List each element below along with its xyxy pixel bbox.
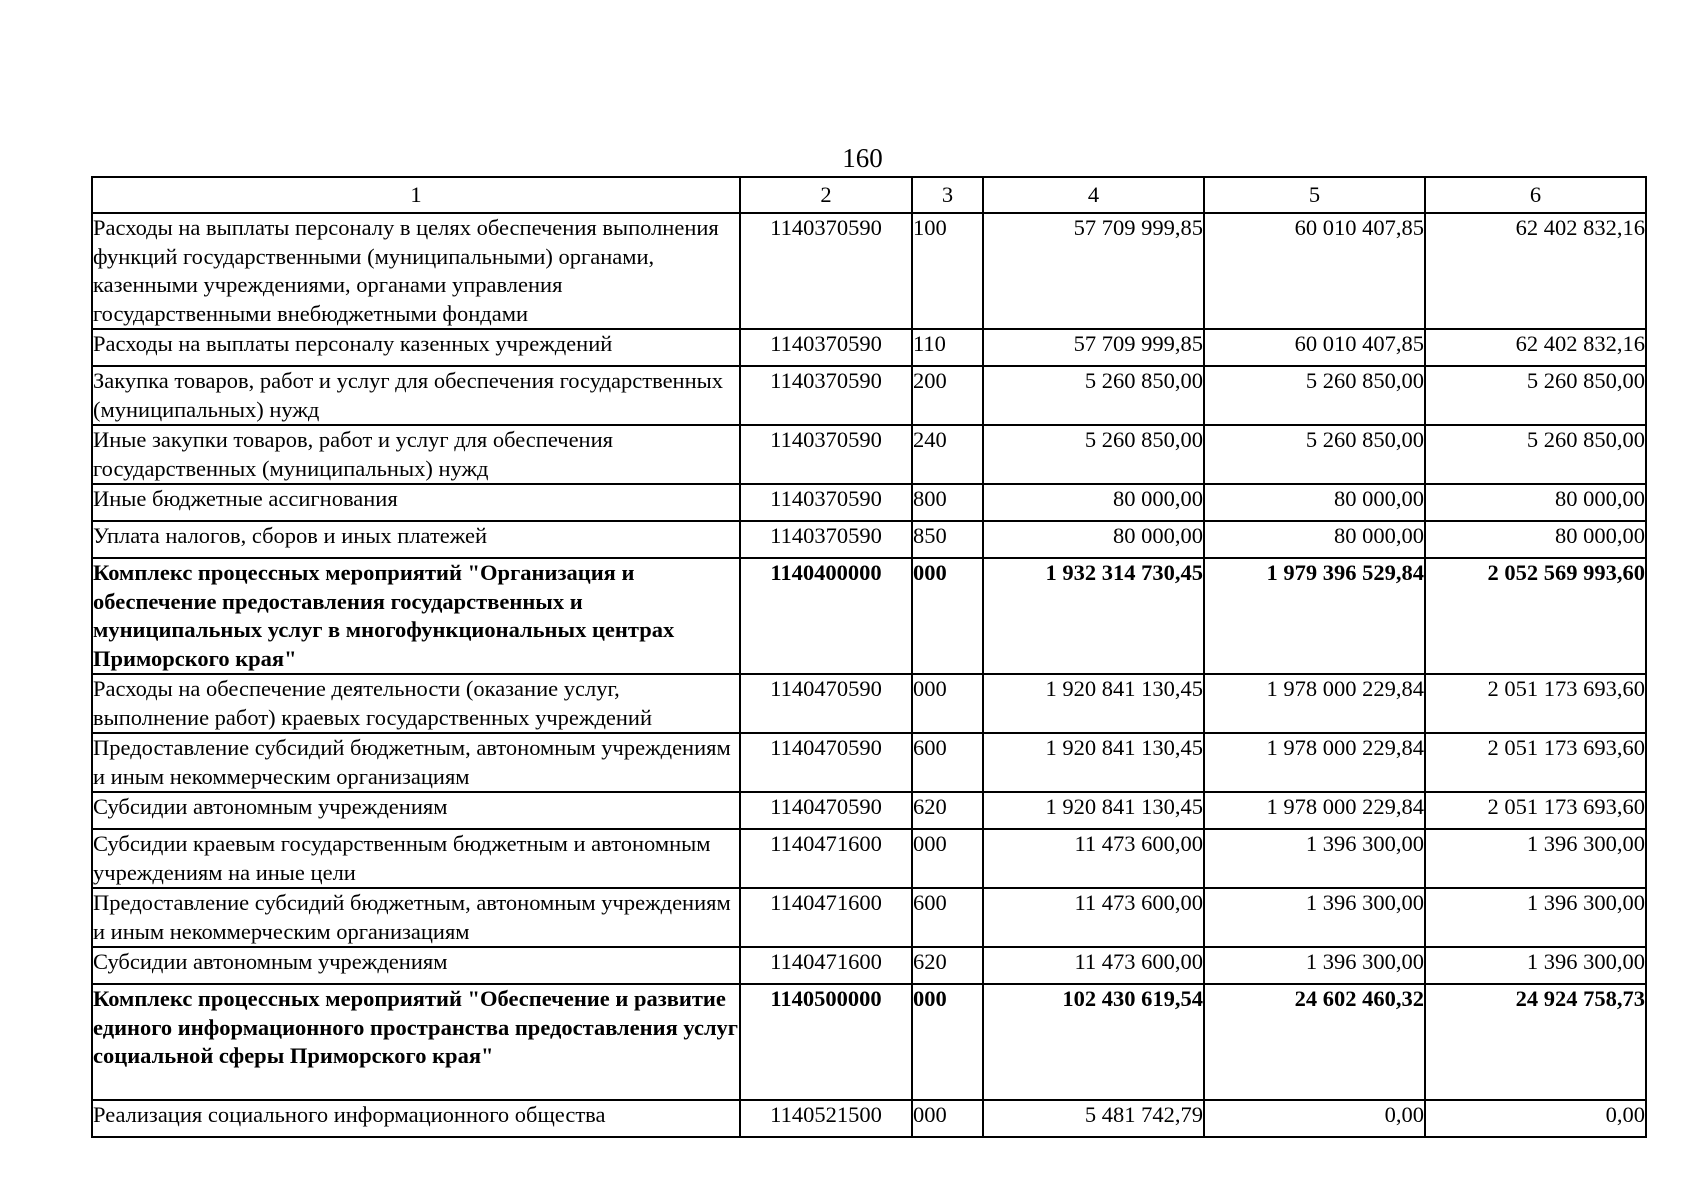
table-row-section bbox=[92, 984, 1646, 1100]
header-cell: 5 bbox=[1204, 177, 1425, 213]
row-value-6: 2 051 173 693,60 bbox=[1425, 733, 1646, 792]
row-type: 000 bbox=[912, 829, 983, 888]
row-type: 110 bbox=[912, 329, 983, 366]
row-value-6: 62 402 832,16 bbox=[1425, 329, 1646, 366]
row-code: 1140370590 bbox=[740, 366, 912, 425]
table-row bbox=[92, 213, 1646, 329]
row-type: 600 bbox=[912, 733, 983, 792]
row-value-4: 102 430 619,54 bbox=[983, 984, 1204, 1100]
row-value-6: 0,00 bbox=[1425, 1100, 1646, 1137]
row-name: Расходы на обеспечение деятельности (оказание услуг, выполнение работ) краевых государственных учреждений bbox=[92, 674, 740, 733]
row-value-6: 5 260 850,00 bbox=[1425, 425, 1646, 484]
table-row bbox=[92, 366, 1646, 425]
row-code: 1140500000 bbox=[740, 984, 912, 1100]
row-name: Иные бюджетные ассигнования bbox=[92, 484, 740, 521]
row-value-4: 1 920 841 130,45 bbox=[983, 792, 1204, 829]
header-cell: 3 bbox=[912, 177, 983, 213]
row-code: 1140400000 bbox=[740, 558, 912, 674]
row-type: 800 bbox=[912, 484, 983, 521]
row-value-5: 60 010 407,85 bbox=[1204, 213, 1425, 329]
row-value-4: 11 473 600,00 bbox=[983, 888, 1204, 947]
row-code: 1140471600 bbox=[740, 829, 912, 888]
table-row bbox=[92, 674, 1646, 733]
row-type: 200 bbox=[912, 366, 983, 425]
row-name: Закупка товаров, работ и услуг для обеспечения государственных (муниципальных) нужд bbox=[92, 366, 740, 425]
table-row bbox=[92, 425, 1646, 484]
row-code: 1140470590 bbox=[740, 733, 912, 792]
row-value-6: 5 260 850,00 bbox=[1425, 366, 1646, 425]
row-type: 850 bbox=[912, 521, 983, 558]
row-code: 1140370590 bbox=[740, 521, 912, 558]
row-value-5: 1 396 300,00 bbox=[1204, 888, 1425, 947]
row-type: 620 bbox=[912, 792, 983, 829]
row-type: 000 bbox=[912, 558, 983, 674]
row-value-4: 5 260 850,00 bbox=[983, 425, 1204, 484]
header-cell: 6 bbox=[1425, 177, 1646, 213]
row-value-5: 1 396 300,00 bbox=[1204, 829, 1425, 888]
row-value-5: 80 000,00 bbox=[1204, 521, 1425, 558]
table-row bbox=[92, 888, 1646, 947]
row-value-5: 1 978 000 229,84 bbox=[1204, 674, 1425, 733]
table-row bbox=[92, 484, 1646, 521]
header-cell: 4 bbox=[983, 177, 1204, 213]
row-value-6: 1 396 300,00 bbox=[1425, 829, 1646, 888]
row-value-4: 1 920 841 130,45 bbox=[983, 674, 1204, 733]
row-code: 1140521500 bbox=[740, 1100, 912, 1137]
table-row-section bbox=[92, 558, 1646, 674]
row-value-4: 80 000,00 bbox=[983, 521, 1204, 558]
row-value-5: 80 000,00 bbox=[1204, 484, 1425, 521]
row-code: 1140470590 bbox=[740, 792, 912, 829]
row-name: Субсидии автономным учреждениям bbox=[92, 947, 740, 984]
header-cell: 1 bbox=[92, 177, 740, 213]
row-code: 1140370590 bbox=[740, 425, 912, 484]
row-value-4: 1 932 314 730,45 bbox=[983, 558, 1204, 674]
table-header-row bbox=[92, 177, 1646, 213]
row-name: Комплекс процессных мероприятий "Организация и обеспечение предоставления государственных и муниципальных услуг в многофункциональных центрах Приморского края" bbox=[92, 558, 740, 674]
row-name: Субсидии автономным учреждениям bbox=[92, 792, 740, 829]
row-value-5: 1 978 000 229,84 bbox=[1204, 733, 1425, 792]
row-value-6: 1 396 300,00 bbox=[1425, 947, 1646, 984]
row-value-6: 80 000,00 bbox=[1425, 521, 1646, 558]
row-value-5: 5 260 850,00 bbox=[1204, 425, 1425, 484]
table-row bbox=[92, 521, 1646, 558]
row-name: Субсидии краевым государственным бюджетным и автономным учреждениям на иные цели bbox=[92, 829, 740, 888]
row-name: Предоставление субсидий бюджетным, автономным учреждениям и иным некоммерческим организациям bbox=[92, 733, 740, 792]
header-cell: 2 bbox=[740, 177, 912, 213]
row-value-4: 80 000,00 bbox=[983, 484, 1204, 521]
row-name: Предоставление субсидий бюджетным, автономным учреждениям и иным некоммерческим организациям bbox=[92, 888, 740, 947]
row-name: Иные закупки товаров, работ и услуг для обеспечения государственных (муниципальных) нужд bbox=[92, 425, 740, 484]
row-code: 1140370590 bbox=[740, 484, 912, 521]
row-value-4: 5 481 742,79 bbox=[983, 1100, 1204, 1137]
row-name: Расходы на выплаты персоналу в целях обеспечения выполнения функций государственными (муниципальными) органами, казенными учреждениями, органами управления государственными внебюджетными фондами bbox=[92, 213, 740, 329]
row-type: 240 bbox=[912, 425, 983, 484]
table-row bbox=[92, 1100, 1646, 1137]
row-value-6: 2 052 569 993,60 bbox=[1425, 558, 1646, 674]
table-row bbox=[92, 947, 1646, 984]
row-name: Расходы на выплаты персоналу казенных учреждений bbox=[92, 329, 740, 366]
row-value-5: 1 978 000 229,84 bbox=[1204, 792, 1425, 829]
row-type: 000 bbox=[912, 674, 983, 733]
table-row bbox=[92, 733, 1646, 792]
row-value-6: 80 000,00 bbox=[1425, 484, 1646, 521]
row-value-4: 57 709 999,85 bbox=[983, 329, 1204, 366]
page-number: 160 bbox=[842, 143, 883, 173]
row-type: 000 bbox=[912, 984, 983, 1100]
row-value-4: 1 920 841 130,45 bbox=[983, 733, 1204, 792]
row-name: Реализация социального информационного общества bbox=[92, 1100, 740, 1137]
row-type: 600 bbox=[912, 888, 983, 947]
row-value-5: 1 979 396 529,84 bbox=[1204, 558, 1425, 674]
table-row bbox=[92, 792, 1646, 829]
row-code: 1140471600 bbox=[740, 888, 912, 947]
row-value-5: 5 260 850,00 bbox=[1204, 366, 1425, 425]
table-row bbox=[92, 329, 1646, 366]
row-type: 100 bbox=[912, 213, 983, 329]
row-value-6: 1 396 300,00 bbox=[1425, 888, 1646, 947]
row-value-6: 62 402 832,16 bbox=[1425, 213, 1646, 329]
row-code: 1140471600 bbox=[740, 947, 912, 984]
row-value-5: 0,00 bbox=[1204, 1100, 1425, 1137]
row-type: 000 bbox=[912, 1100, 983, 1137]
row-value-6: 2 051 173 693,60 bbox=[1425, 792, 1646, 829]
row-name: Уплата налогов, сборов и иных платежей bbox=[92, 521, 740, 558]
row-type: 620 bbox=[912, 947, 983, 984]
row-code: 1140370590 bbox=[740, 329, 912, 366]
row-value-5: 24 602 460,32 bbox=[1204, 984, 1425, 1100]
row-value-4: 5 260 850,00 bbox=[983, 366, 1204, 425]
row-value-5: 60 010 407,85 bbox=[1204, 329, 1425, 366]
row-code: 1140470590 bbox=[740, 674, 912, 733]
row-code: 1140370590 bbox=[740, 213, 912, 329]
row-value-4: 11 473 600,00 bbox=[983, 947, 1204, 984]
row-value-5: 1 396 300,00 bbox=[1204, 947, 1425, 984]
row-value-4: 11 473 600,00 bbox=[983, 829, 1204, 888]
row-value-4: 57 709 999,85 bbox=[983, 213, 1204, 329]
budget-table-body bbox=[92, 177, 1646, 1137]
row-name: Комплекс процессных мероприятий "Обеспечение и развитие единого информационного пространства предоставления услуг социальной сферы Приморского края" bbox=[92, 984, 740, 1100]
row-value-6: 2 051 173 693,60 bbox=[1425, 674, 1646, 733]
table-row bbox=[92, 829, 1646, 888]
row-value-6: 24 924 758,73 bbox=[1425, 984, 1646, 1100]
budget-table bbox=[91, 176, 1647, 1138]
